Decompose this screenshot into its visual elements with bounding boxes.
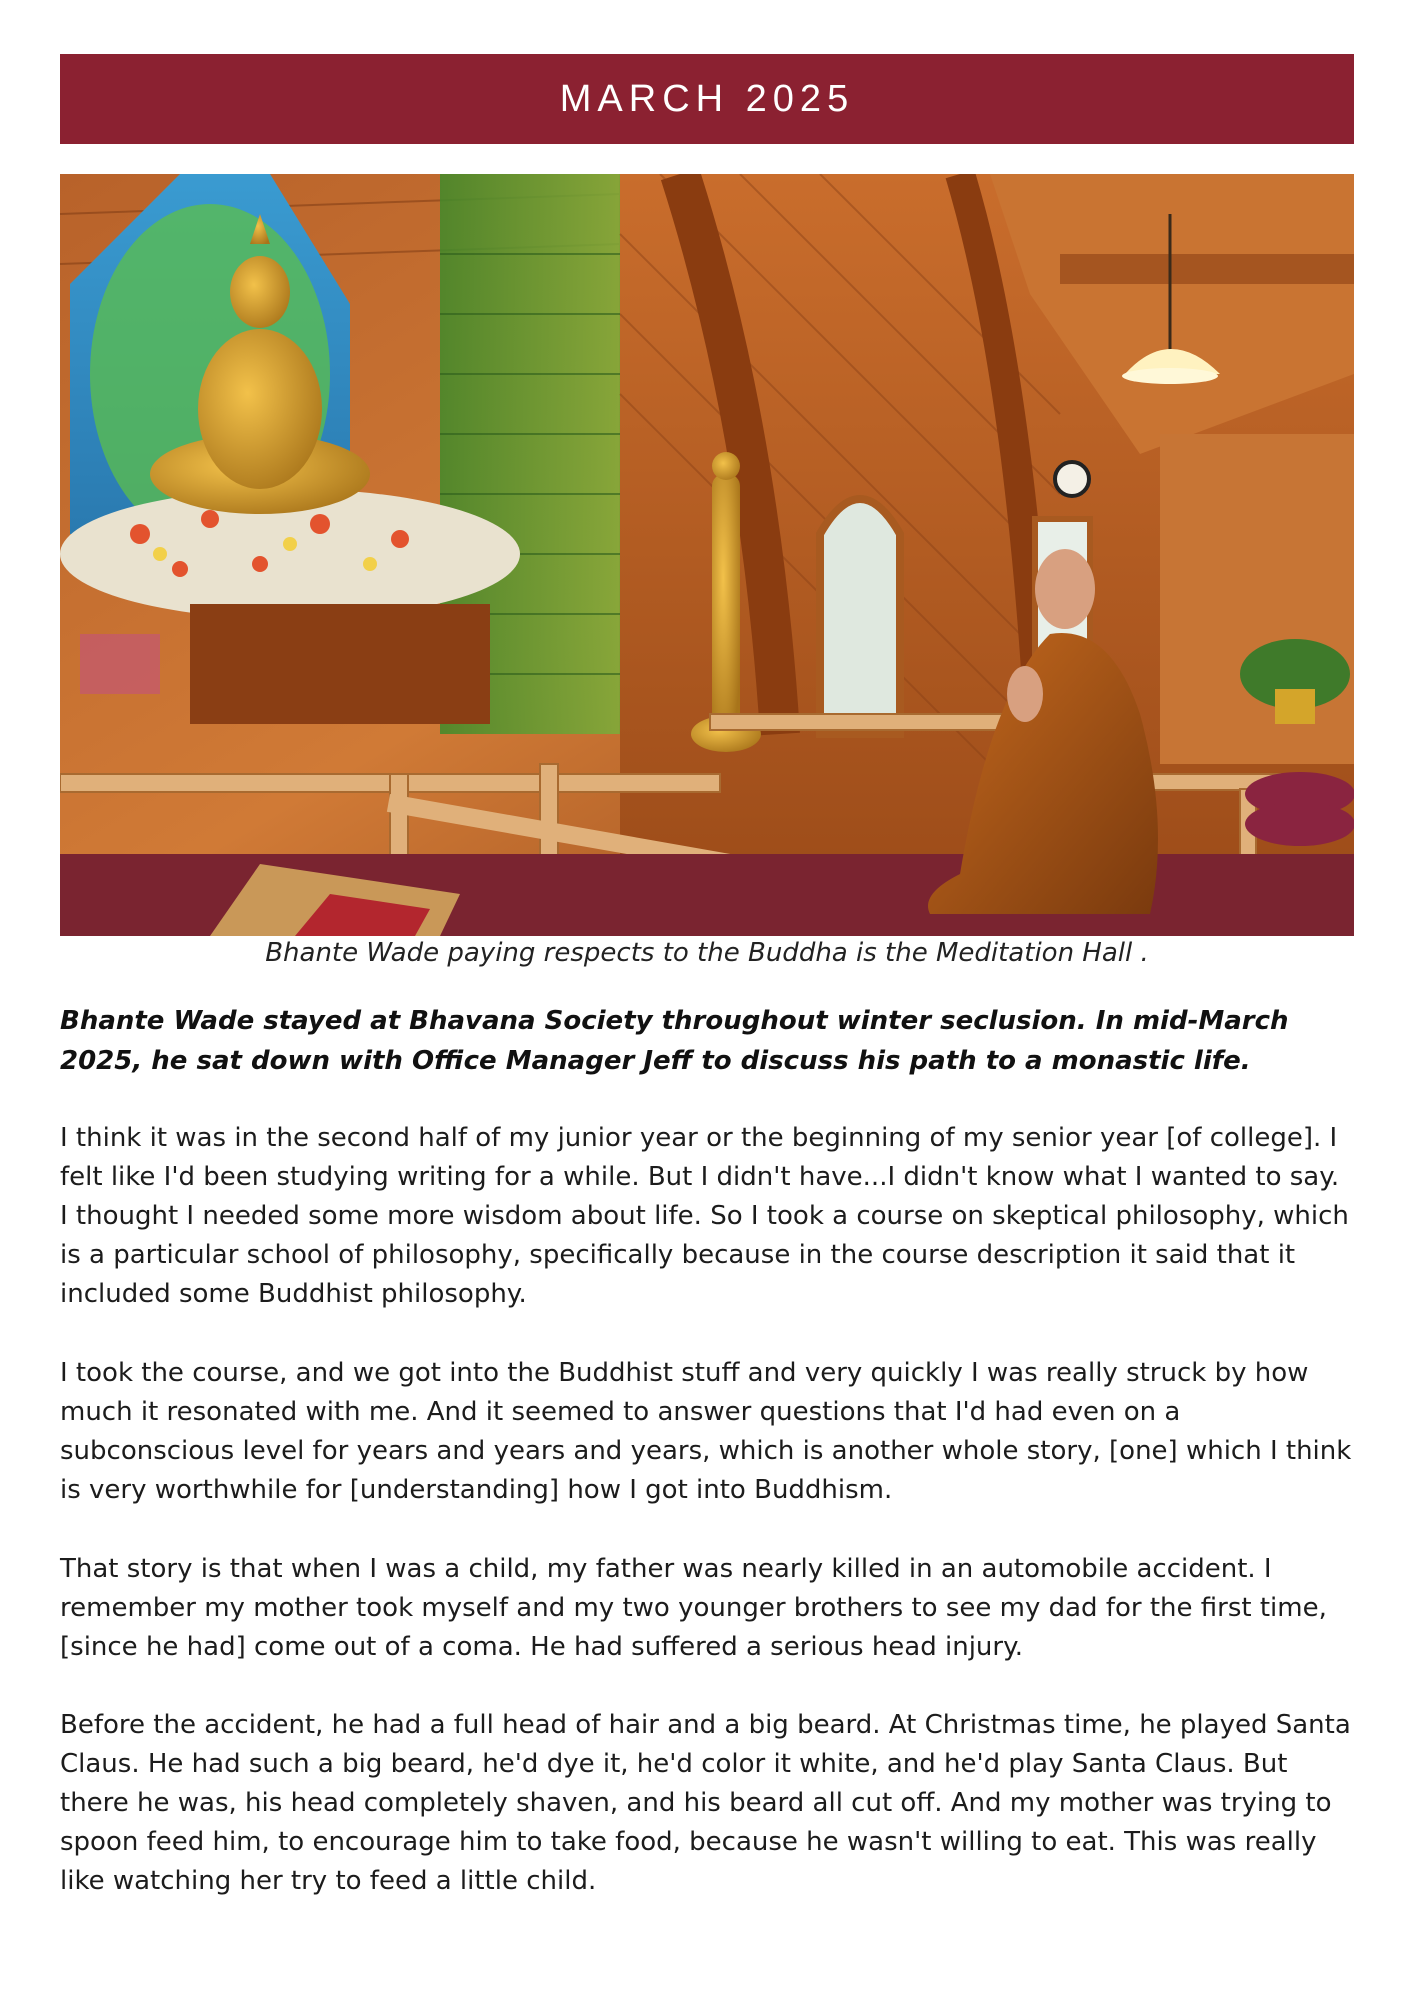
body-paragraph-2: I took the course, and we got into the Buddhist stuff and very quickly I was really struck by how much it resonated with me. And it seemed to answer questions that I'd had even on a subconscious level for years and years and years, which is another whole story, [one] which I think is very worthwhile for [understanding] how I got into Buddhism. bbox=[60, 1358, 1352, 1505]
lead-paragraph: Bhante Wade stayed at Bhavana Society throughout winter seclusion. In mid-March 2025, he sat down with Office Manager Jeff to discuss his path to a monastic life. bbox=[60, 1006, 1289, 1076]
body-paragraph-3: That story is that when I was a child, my father was nearly killed in an automobile accident. I remember my mother took myself and my two younger brothers to see my dad for the first time, [since he had] come out of a coma. He had suffered a serious head injury. bbox=[60, 1554, 1327, 1662]
meditation-hall-photo bbox=[60, 174, 1354, 936]
body-paragraph-1: I think it was in the second half of my junior year or the beginning of my senior year [of college]. I felt like I'd been studying writing for a while. But I didn't have...I didn't know what I wanted to say. I thought I needed some more wisdom about life. So I took a course on skeptical philosophy, which is a particular school of philosophy, specifically because in the course description it said that it included some Buddhist philosophy. bbox=[60, 1123, 1349, 1309]
photo-caption: Bhante Wade paying respects to the Buddha is the Meditation Hall . bbox=[265, 938, 1149, 968]
body-paragraph-4: Before the accident, he had a full head of hair and a big beard. At Christmas time, he played Santa Claus. He had such a big beard, he'd dye it, he'd color it white, and he'd play Santa Claus. But there he was, his head completely shaven, and his beard all cut off. And my mother was trying to spoon feed him, to encourage him to take food, because he wasn't willing to eat. This was really like watching her try to feed a little child. bbox=[60, 1710, 1351, 1896]
month-banner bbox=[60, 54, 1354, 144]
banner-title: MARCH 2025 bbox=[559, 77, 855, 120]
